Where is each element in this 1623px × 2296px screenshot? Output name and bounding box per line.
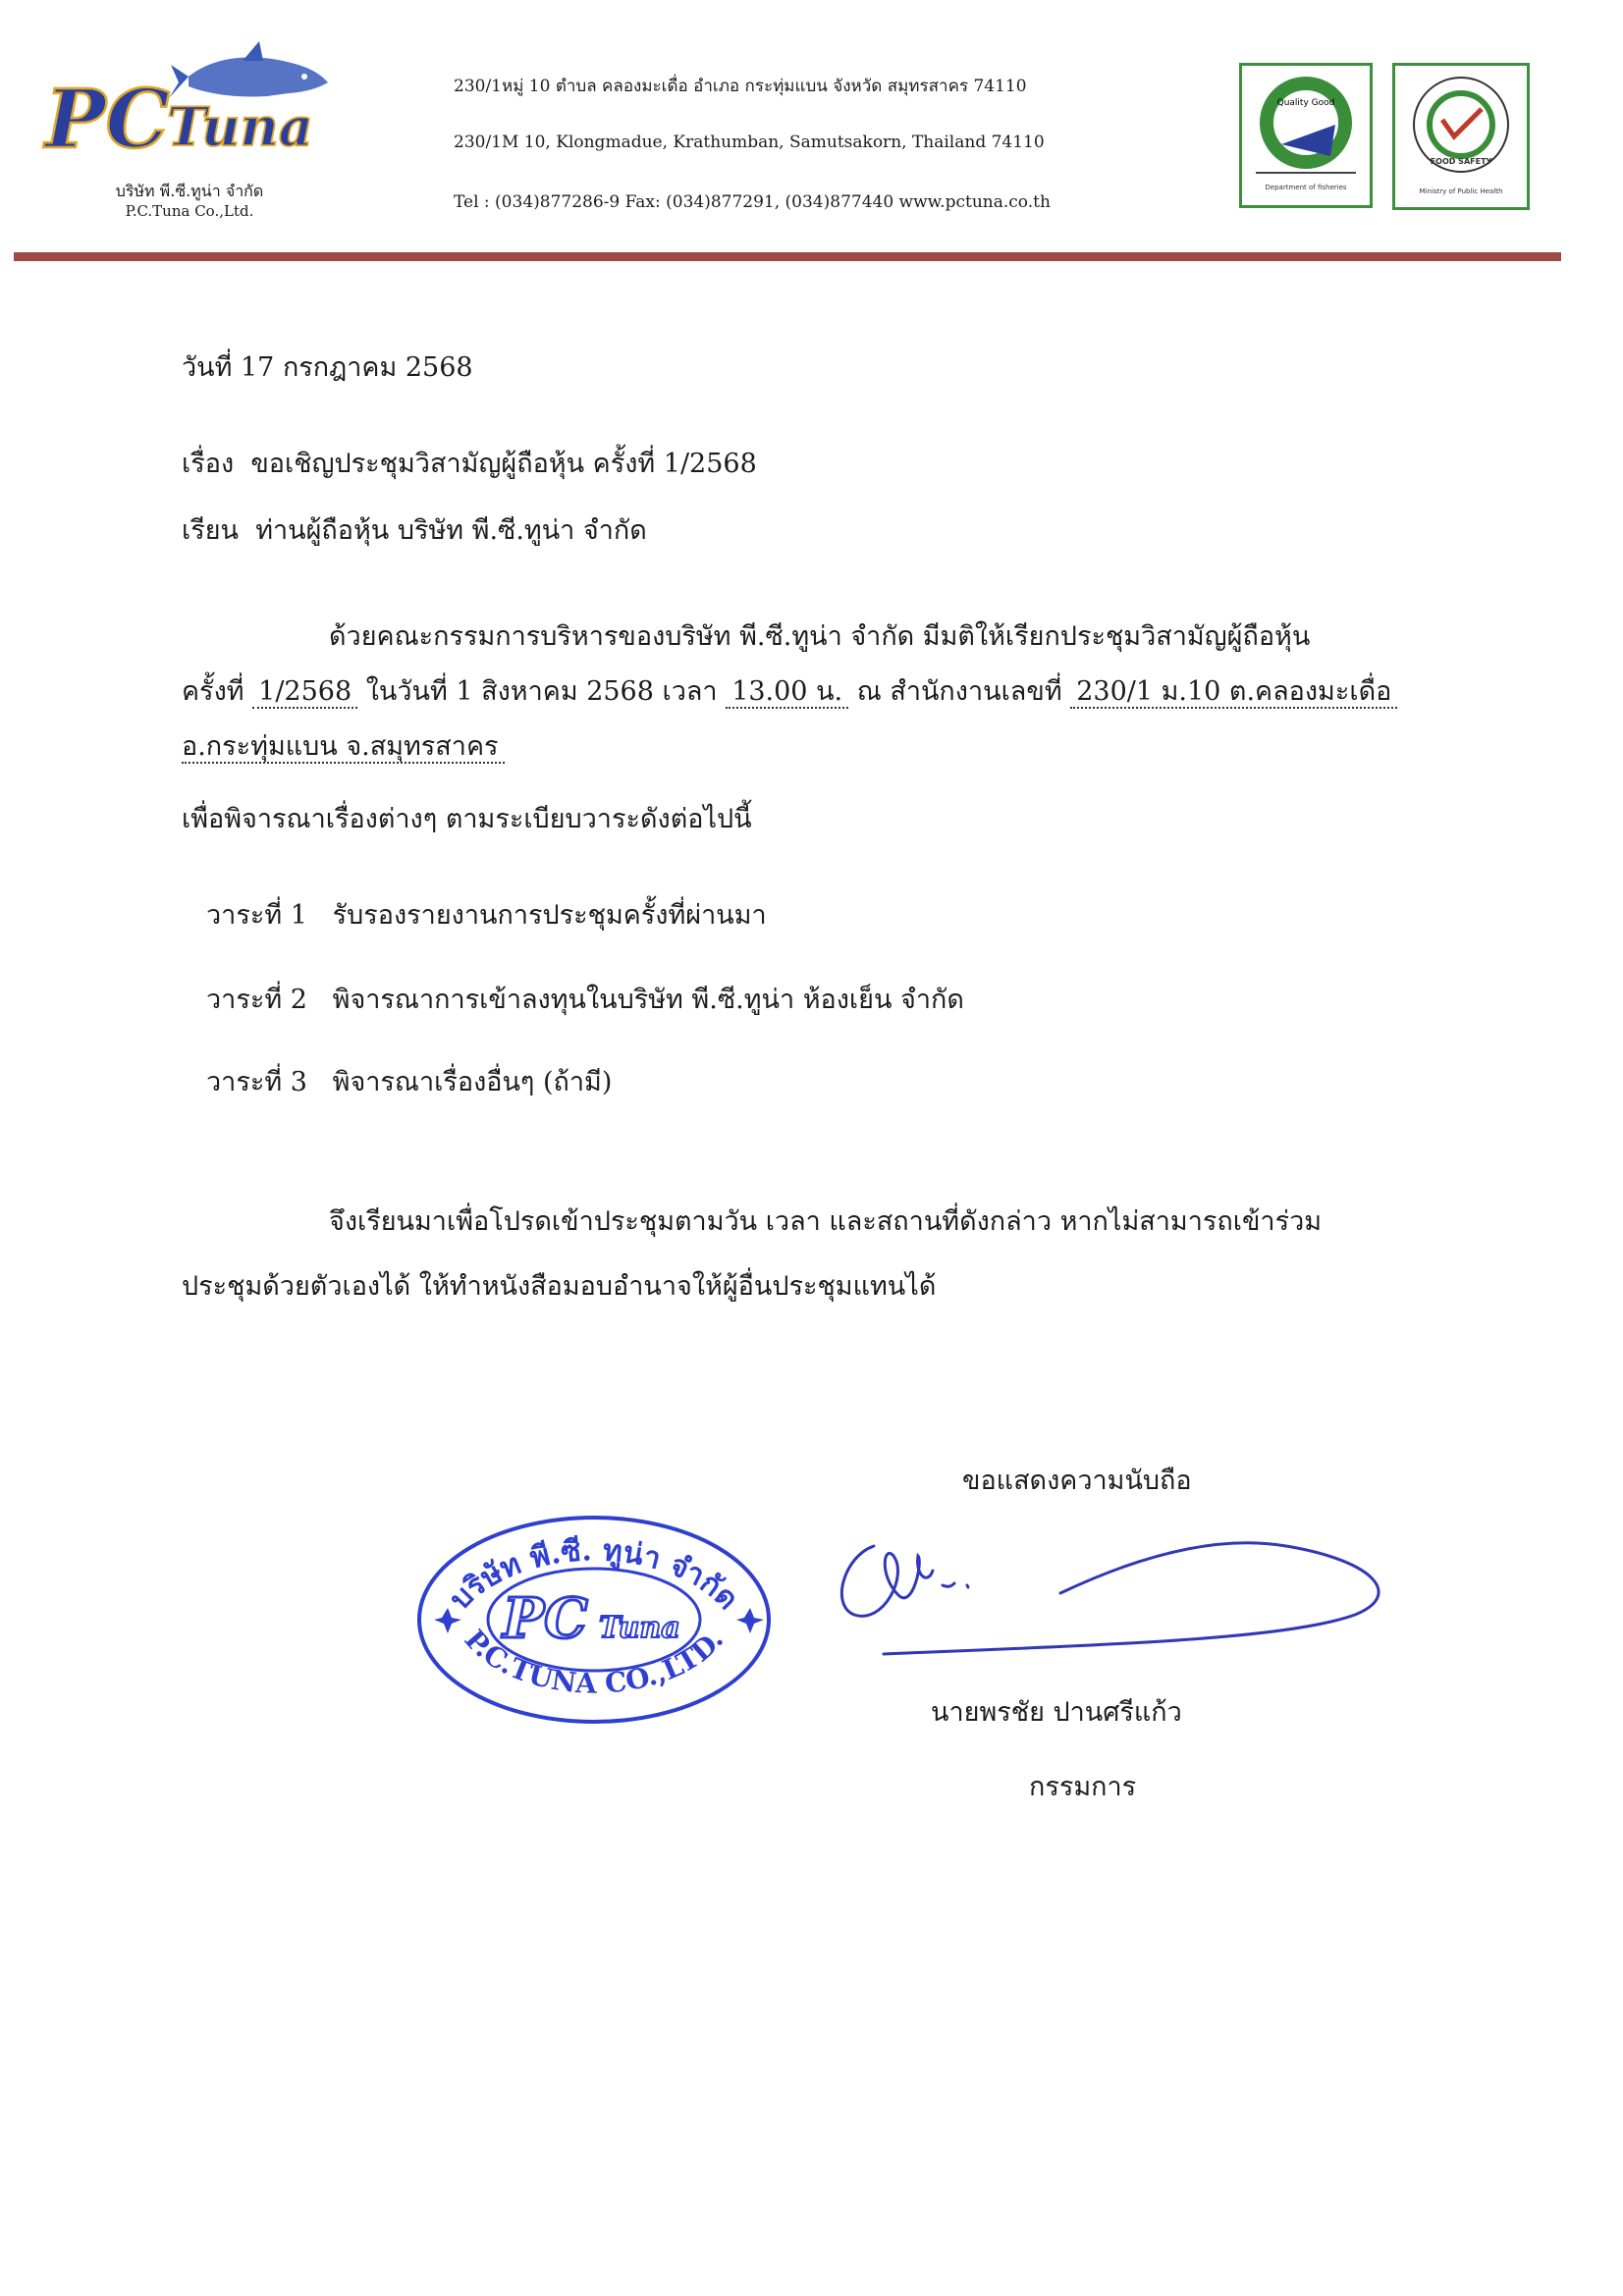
meeting-place-district: อ.กระทุ่มแบน จ.สมุทรสาคร xyxy=(182,731,505,764)
recipient-text: ท่านผู้ถือหุ้น บริษัท พี.ซี.ทูน่า จำกัด xyxy=(255,515,647,546)
paragraph-2-line-1: จึงเรียนมาเพื่อโปรดเข้าประชุมตามวัน เวลา และสถานที่ดังกล่าว หากไม่สามารถเข้าร่วม xyxy=(329,1206,1323,1237)
food-safety-badge-caption: Ministry of Public Health xyxy=(1419,187,1503,195)
meeting-place-label: ณ สำนักงานเลขที่ xyxy=(856,676,1062,707)
meeting-date: ในวันที่ 1 สิงหาคม 2568 เวลา xyxy=(365,676,718,707)
contact-info: Tel : (034)877286-9 Fax: (034)877291, (034)877440 www.pctuna.co.th xyxy=(454,192,1051,212)
signer-name: นายพรชัย ปานศรีแก้ว xyxy=(931,1697,1182,1728)
paragraph-1-line-4: เพื่อพิจารณาเรื่องต่างๆ ตามระเบียบวาระดังต่อไปนี้ xyxy=(182,804,752,834)
company-logo xyxy=(41,39,336,167)
subject-label: เรื่อง xyxy=(182,449,235,479)
subject-text: ขอเชิญประชุมวิสามัญผู้ถือหุ้น ครั้งที่ 1/2568 xyxy=(250,449,757,479)
closing: ขอแสดงความนับถือ xyxy=(962,1466,1192,1496)
logo-tuna-text: Tuna xyxy=(167,95,313,158)
quality-badge-text: Quality Good xyxy=(1276,98,1335,108)
agenda-text: รับรองรายงานการประชุมครั้งที่ผ่านมา xyxy=(332,900,767,931)
paragraph-1-line-3 xyxy=(182,724,505,767)
food-safety-badge-text: FOOD SAFETY xyxy=(1430,157,1492,166)
signer-title: กรรมการ xyxy=(1029,1772,1137,1802)
food-safety-badge xyxy=(1392,63,1530,210)
signature xyxy=(825,1517,1394,1664)
agenda-label: วาระที่ 1 xyxy=(206,900,307,931)
logo-pc-text: PC xyxy=(45,73,170,167)
company-name-thai: บริษัท พี.ซี.ทูน่า จำกัด xyxy=(115,182,264,200)
paragraph-1-line-2 xyxy=(182,669,1397,712)
stamp-logo-pc: PC xyxy=(503,1586,588,1651)
recipient-line xyxy=(182,508,647,551)
meeting-number: 1/2568 xyxy=(252,676,357,709)
company-stamp xyxy=(412,1512,776,1728)
agenda-label: วาระที่ 2 xyxy=(206,985,307,1015)
stamp-text-english: P.C.TUNA CO.,LTD. xyxy=(458,1623,730,1700)
subject-line xyxy=(182,442,757,484)
quality-badge xyxy=(1239,63,1373,208)
address-english: 230/1M 10, Klongmadue, Krathumban, Samutsakorn, Thailand 74110 xyxy=(454,133,1045,152)
agenda-item xyxy=(206,1060,612,1102)
meeting-time: 13.00 น. xyxy=(726,676,848,709)
quality-badge-caption: Department of fisheries xyxy=(1265,184,1347,191)
agenda-text: พิจารณาการเข้าลงทุนในบริษัท พี.ซี.ทูน่า ห้องเย็น จำกัด xyxy=(332,985,964,1015)
letter-date: วันที่ 17 กรกฎาคม 2568 xyxy=(182,352,473,383)
meeting-place: 230/1 ม.10 ต.คลองมะเดื่อ xyxy=(1070,676,1397,709)
svg-text:P.C.TUNA CO.,LTD. xyxy=(459,1624,730,1700)
agenda-item xyxy=(206,978,964,1020)
svg-text:บริษัท พี.ซี. ทูน่า จำกัด xyxy=(443,1533,744,1617)
company-name-english: P.C.Tuna Co.,Ltd. xyxy=(125,202,254,220)
header-divider xyxy=(14,252,1561,261)
paragraph-2-line-2: ประชุมด้วยตัวเองได้ ให้ทำหนังสือมอบอำนาจให้ผู้อื่นประชุมแทนได้ xyxy=(182,1271,937,1302)
paragraph-1-line-1: ด้วยคณะกรรมการบริหารของบริษัท พี.ซี.ทูน่า จำกัด มีมติให้เรียกประชุมวิสามัญผู้ถือหุ้น xyxy=(329,621,1311,652)
address-thai: 230/1หมู่ 10 ตำบล คลองมะเดื่อ อำเภอ กระทุ่มแบน จังหวัด สมุทรสาคร 74110 xyxy=(454,77,1027,96)
stamp-logo-tuna: Tuna xyxy=(599,1611,680,1645)
agenda-text: พิจารณาเรื่องอื่นๆ (ถ้ามี) xyxy=(332,1067,613,1097)
meeting-no-label: ครั้งที่ xyxy=(182,676,244,707)
stamp-text-thai: บริษัท พี.ซี. ทูน่า จำกัด xyxy=(443,1533,745,1617)
agenda-item xyxy=(206,893,767,935)
recipient-label: เรียน xyxy=(182,515,240,546)
agenda-label: วาระที่ 3 xyxy=(206,1067,307,1097)
